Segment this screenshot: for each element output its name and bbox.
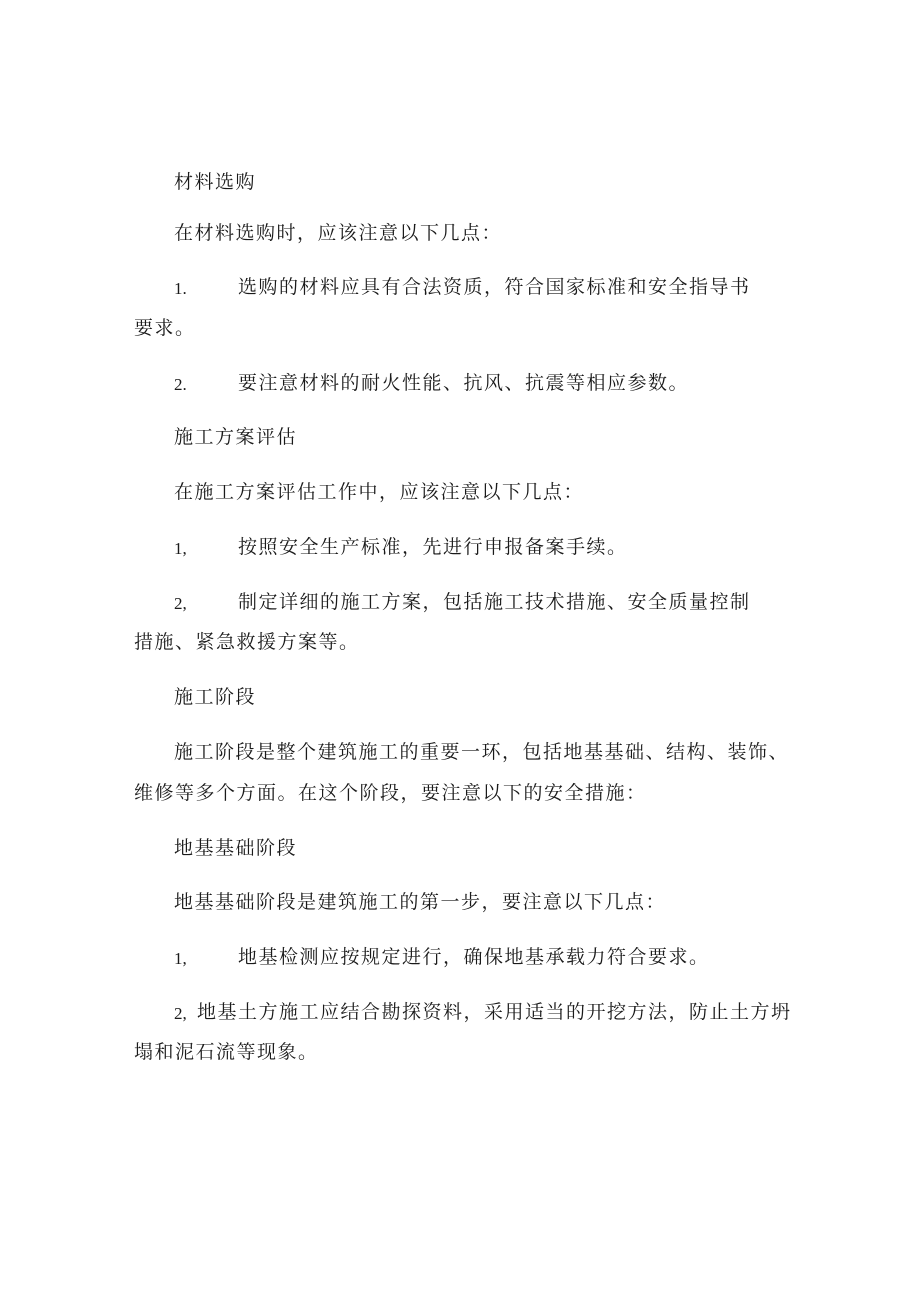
list-item-text: 地基检测应按规定进行，确保地基承载力符合要求。 bbox=[238, 946, 710, 968]
section-heading: 施工阶段 bbox=[174, 686, 257, 708]
list-item-text: 按照安全生产标准，先进行申报备案手续。 bbox=[238, 536, 628, 558]
section-intro: 在材料选购时，应该注意以下几点： bbox=[174, 222, 503, 244]
list-item-text-continued: 措施、紧急救援方案等。 bbox=[134, 631, 360, 653]
section-intro: 在施工方案评估工作中，应该注意以下几点： bbox=[174, 481, 585, 503]
section-paragraph-continued: 维修等多个方面。在这个阶段，要注意以下的安全措施： bbox=[134, 782, 647, 804]
list-item-number: 1, bbox=[174, 539, 187, 558]
list-item-number: 2, bbox=[174, 594, 187, 613]
section-intro: 地基基础阶段是建筑施工的第一步，要注意以下几点： bbox=[174, 891, 667, 913]
list-item-text-continued: 要求。 bbox=[134, 317, 196, 339]
list-item-text: 地基土方施工应结合勘探资料，采用适当的开挖方法，防止土方坍 bbox=[197, 1001, 792, 1023]
section-heading: 地基基础阶段 bbox=[174, 837, 298, 859]
list-item-number: 2. bbox=[174, 375, 187, 394]
section-heading: 施工方案评估 bbox=[174, 426, 298, 448]
section-heading: 材料选购 bbox=[174, 171, 257, 193]
list-item-text: 制定详细的施工方案，包括施工技术措施、安全质量控制 bbox=[238, 591, 751, 613]
list-item-text: 选购的材料应具有合法资质，符合国家标准和安全指导书 bbox=[238, 276, 751, 298]
list-item-text: 要注意材料的耐火性能、抗风、抗震等相应参数。 bbox=[238, 372, 690, 394]
list-item-number: 2, bbox=[174, 1004, 187, 1023]
list-item-number: 1. bbox=[174, 279, 187, 298]
section-paragraph: 施工阶段是整个建筑施工的重要一环，包括地基基础、结构、装饰、 bbox=[174, 741, 790, 763]
list-item-text-continued: 塌和泥石流等现象。 bbox=[134, 1041, 319, 1063]
list-item-number: 1, bbox=[174, 949, 187, 968]
